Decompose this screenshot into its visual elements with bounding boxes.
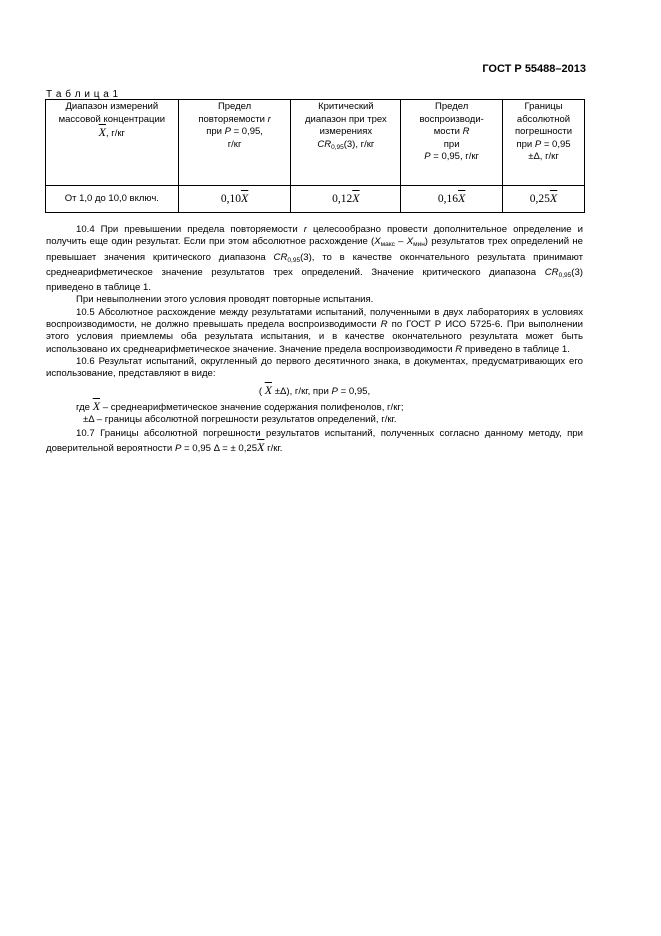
precision-table xyxy=(45,99,585,213)
table-title: Т а б л и ц а 1 xyxy=(46,89,119,100)
cell-error-bounds: $0,25\overline{X}$ xyxy=(503,186,585,213)
paragraph-10-5: 10.5 Абсолютное расхождение между результатами испытаний, полученными в двух лабораториях в условиях воспроизводимости, не должно превышать предела воспроизводимости R по ГОСТ Р ИСО 5725-6. При выполнении этого условия приемлемы оба результата испытания, и в качестве окончательного результата может быть использовано их среднеарифметическое значение. Значение предела воспроизводимости R приведено в таблице 1. xyxy=(46,306,584,355)
cell-range: От 1,0 до 10,0 включ. xyxy=(46,186,179,213)
header-error-bounds: Границы абсолютной погрешности при P = 0,95 ±Δ, г/кг xyxy=(503,100,585,186)
where-x-definition: где $\overline{X}$ – среднеарифметическое значение содержания полифенолов, г/кг; xyxy=(76,398,404,413)
paragraph-10-7: 10.7 Границы абсолютной погрешности результатов испытаний, полученных согласно данному методу, при доверительной вероятности P = 0,95 Δ = ± $0,25\overline{X}$ г/кг. xyxy=(46,428,583,454)
header-reproducibility: Предел воспроизводи- мости R при P = 0,95, г/кг xyxy=(401,100,503,186)
cell-critical-range: $0,12\overline{X}$ xyxy=(291,186,401,213)
paragraph-10-4: 10.4 При превышении предела повторяемости r целесообразно провести дополнительное определение и получить еще один результат. Если при этом абсолютное расхождение $(X_{макс} - X_{мин})$ результатов трех определений не превышает значения критического диапазона $CR_{0,95}(3)$, то в качестве окончательного результата принимают среднеарифметическое значение результатов трех определений. Значение критического диапазона $CR_{0,95}(3)$ приведено в таблице 1. xyxy=(46,224,583,294)
where-delta-definition: ±Δ – границы абсолютной погрешности результатов определений, г/кг. xyxy=(83,414,397,426)
header-critical-range: Критический диапазон при трех измерениях $CR_{0,95}(3)$, г/кг xyxy=(291,100,401,186)
result-formula: ( $\overline{X} \pm\Delta$), г/кг, при P = 0,95, xyxy=(258,382,371,397)
header-repeatability: Предел повторяемости r при P = 0,95, г/кг xyxy=(178,100,291,186)
paragraph-10-6: 10.6 Результат испытаний, округленный до первого десятичного знака, в документах, предусматривающих его использование, представляют в виде: xyxy=(46,355,583,380)
header-range: Диапазон измерений массовой концентрации $\overline{X}$, г/кг xyxy=(46,100,179,186)
table-header-row xyxy=(46,100,585,186)
cell-repeatability: $0,10\overline{X}$ xyxy=(178,186,291,213)
body-text xyxy=(46,224,583,455)
cell-reproducibility: $0,16\overline{X}$ xyxy=(401,186,503,213)
document-code: ГОСТ Р 55488–2013 xyxy=(482,63,586,75)
paragraph-fail: При невыполнении этого условия проводят повторные испытания. xyxy=(76,294,374,306)
table-row xyxy=(46,186,585,213)
